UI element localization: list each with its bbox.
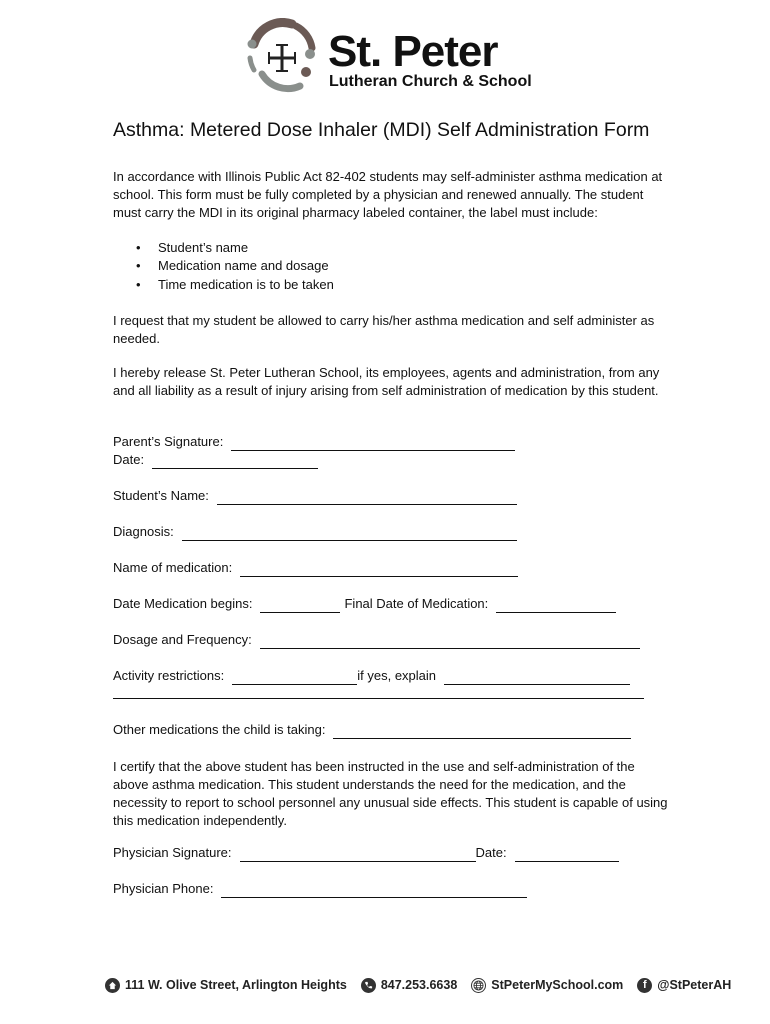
- physician-date-field[interactable]: [515, 846, 619, 862]
- activity-row: [113, 667, 630, 685]
- dosage-row: [113, 631, 640, 649]
- parent-date-label: Date:: [113, 452, 145, 467]
- list-item: • Medication name and dosage: [113, 257, 334, 275]
- medication-name-label: Name of medication:: [113, 560, 233, 575]
- student-name-field[interactable]: [217, 489, 517, 505]
- parent-signature-label: Parent’s Signature:: [113, 434, 224, 449]
- other-medications-label: Other medications the child is taking:: [113, 722, 326, 737]
- student-name-label: Student’s Name:: [113, 488, 209, 503]
- parent-date-field[interactable]: [152, 453, 318, 469]
- parent-signature-row: [113, 433, 515, 451]
- physician-phone-label: Physician Phone:: [113, 881, 214, 896]
- school-logo: [242, 18, 542, 98]
- dosage-label: Dosage and Frequency:: [113, 632, 252, 647]
- date-begins-field[interactable]: [260, 597, 340, 613]
- school-subtitle: Lutheran Church & School: [329, 73, 532, 90]
- medication-name-row: [113, 559, 518, 577]
- facebook-icon: f: [637, 978, 652, 993]
- release-paragraph: I hereby release St. Peter Lutheran School, its employees, agents and administration, from any and all liability as a result of injury arising from self administration of medication by this student.: [113, 365, 660, 398]
- form-title: Asthma: Metered Dose Inhaler (MDI) Self Administration Form: [113, 119, 650, 141]
- physician-date-label: Date:: [475, 845, 507, 860]
- medication-name-field[interactable]: [240, 561, 518, 577]
- other-medications-field[interactable]: [333, 723, 631, 739]
- physician-signature-label: Physician Signature:: [113, 845, 232, 860]
- globe-icon: [471, 978, 486, 993]
- date-begins-label: Date Medication begins:: [113, 596, 253, 611]
- website-link[interactable]: StPeterMySchool.com: [491, 978, 624, 992]
- diagnosis-field[interactable]: [182, 525, 517, 541]
- parent-signature-field[interactable]: [231, 435, 515, 451]
- medication-dates-row: [113, 595, 616, 613]
- phone-icon: [361, 978, 376, 993]
- activity-label: Activity restrictions:: [113, 668, 225, 683]
- home-icon: [105, 978, 120, 993]
- physician-signature-field[interactable]: [240, 846, 476, 862]
- school-name: St. Peter: [328, 27, 498, 76]
- phone-text: 847.253.6638: [380, 978, 458, 992]
- label-requirements-list: [113, 239, 334, 294]
- intro-paragraph: In accordance with Illinois Public Act 82-402 students may self-administer asthma medication at school. This form must be fully completed by a physician and renewed annually. The student must carry the MDI in its original pharmacy labeled container, the label must include:: [113, 169, 663, 220]
- physician-phone-row: [113, 880, 527, 898]
- parent-date-row: [113, 451, 318, 469]
- explain-field[interactable]: [444, 669, 630, 685]
- list-item: • Time medication is to be taken: [113, 276, 334, 294]
- certification-paragraph: I certify that the above student has been instructed in the use and self-administration of the above asthma medication. This student understands the need for the medication, and the necessity to report to school personnel any unusual side effects. This student is capable of using this medication independently.: [113, 759, 668, 828]
- dosage-field[interactable]: [260, 633, 640, 649]
- cross-circle-logo-icon: [242, 18, 324, 96]
- explain-continuation-field[interactable]: [113, 698, 644, 699]
- contact-footer: [105, 975, 731, 995]
- address-text: 111 W. Olive Street, Arlington Heights: [125, 978, 347, 992]
- student-name-row: [113, 487, 517, 505]
- final-date-label: Final Date of Medication:: [344, 596, 489, 611]
- social-handle[interactable]: @StPeterAH: [657, 978, 732, 992]
- if-yes-label: if yes, explain: [357, 668, 437, 683]
- activity-field[interactable]: [232, 669, 357, 685]
- request-paragraph: I request that my student be allowed to carry his/her asthma medication and self administer as needed.: [113, 313, 655, 346]
- diagnosis-row: [113, 523, 517, 541]
- final-date-field[interactable]: [496, 597, 616, 613]
- list-item: • Student’s name: [113, 239, 334, 257]
- other-medications-row: [113, 721, 631, 739]
- physician-signature-row: [113, 844, 619, 862]
- physician-phone-field[interactable]: [221, 882, 527, 898]
- diagnosis-label: Diagnosis:: [113, 524, 174, 539]
